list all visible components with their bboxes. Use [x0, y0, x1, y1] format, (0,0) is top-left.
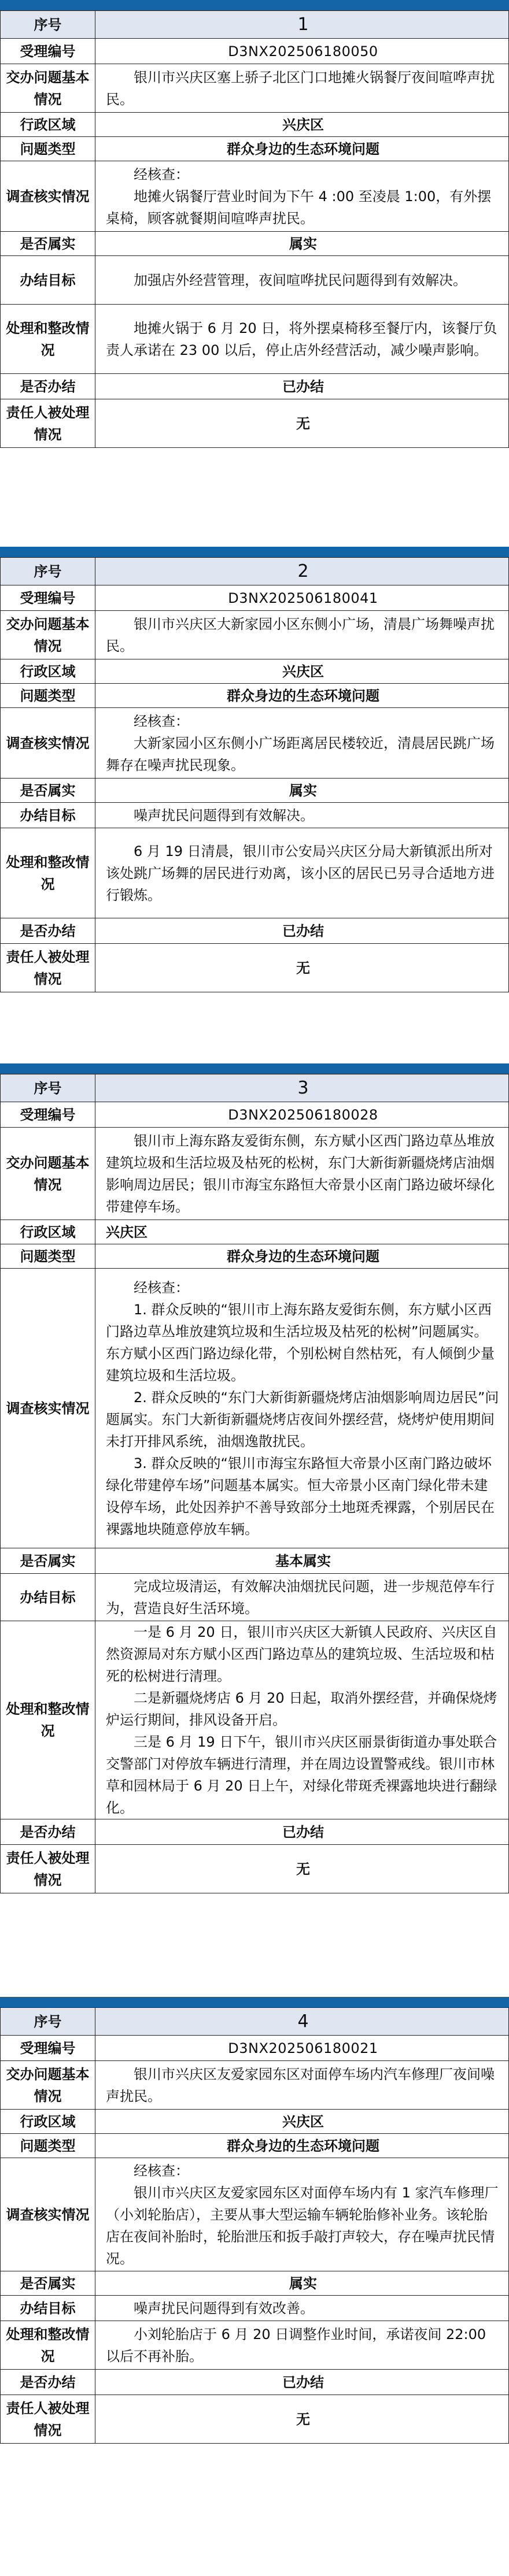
investigation-intro: 经核查： [134, 1279, 189, 1296]
issue-type-value: 群众身边的生态环境问题 [95, 2134, 509, 2158]
investigation-item-3: 3. 群众反映的“银川市海宝东路恒大帝景小区南门路边破坏绿化带建停车场”问题基本属实。恒大帝景小区南门绿化带未建设停车场，此处因养护不善导致部分土地斑秃裸露，个别居民在裸露地块随意停放车辆。 [106, 1455, 495, 1537]
goal-value [95, 256, 509, 305]
accept-no-value: D3NX202506180050 [95, 39, 509, 64]
issue-type-label: 问题类型 [1, 2134, 95, 2158]
is-true-label: 是否属实 [1, 779, 95, 803]
investigation-label: 调查核实情况 [1, 161, 95, 232]
is-true-label: 是否属实 [1, 2271, 95, 2296]
investigation-text: 地摊火锅餐厅营业时间为下午 4 :00 至凌晨 1:00，有外摆桌椅，顾客就餐期间喧哗声扰民。 [106, 188, 492, 227]
investigation-intro: 经核查： [134, 166, 189, 183]
investigation-text: 大新家园小区东侧小广场距离居民楼较近，清晨居民跳广场舞存在噪声扰民现象。 [106, 735, 495, 773]
case-table [0, 10, 509, 448]
seq-label: 序号 [1, 558, 95, 585]
goal-value [95, 803, 509, 828]
issue-info-label: 交办问题基本情况 [1, 1128, 95, 1220]
card-header-bar [0, 1997, 509, 2007]
seq-label: 序号 [1, 2008, 95, 2036]
accept-no-label: 受理编号 [1, 39, 95, 64]
goal-label: 办结目标 [1, 1574, 95, 1621]
goal-label: 办结目标 [1, 803, 95, 828]
issue-type-value: 群众身边的生态环境问题 [95, 684, 509, 708]
issue-info-value [95, 611, 509, 659]
investigation-value [95, 708, 509, 779]
handling-label: 处理和整改情况 [1, 828, 95, 918]
investigation-value [95, 2158, 509, 2271]
goal-text: 完成垃圾清运，有效解决油烟扰民问题，进一步规范停车行为，营造良好生活环境。 [106, 1578, 495, 1617]
accountability-label: 责任人被处理情况 [1, 1845, 95, 1893]
issue-info-text: 银川市兴庆区塞上骄子北区门口地摊火锅餐厅夜间喧哗声扰民。 [106, 69, 495, 108]
investigation-intro: 经核查： [134, 2162, 189, 2179]
issue-info-text: 银川市上海东路友爱街东侧，东方赋小区西门路边草丛堆放建筑垃圾和生活垃圾及枯死的松树，东门大新街新疆烧烤店油烟影响周边居民；银川市海宝东路恒大帝景小区南门路边破坏绿化带建停车场。 [106, 1132, 495, 1215]
investigation-intro: 经核查： [134, 713, 189, 729]
handling-value [95, 2321, 509, 2370]
goal-label: 办结目标 [1, 2296, 95, 2321]
region-label: 行政区域 [1, 1220, 95, 1244]
goal-value [95, 2296, 509, 2321]
is-true-label: 是否属实 [1, 232, 95, 256]
accountability-value: 无 [95, 1845, 509, 1893]
seq-value: 2 [95, 558, 509, 585]
region-label: 行政区域 [1, 2110, 95, 2134]
region-value: 兴庆区 [95, 113, 509, 137]
case-card-3 [0, 1063, 509, 1893]
investigation-label: 调查核实情况 [1, 708, 95, 779]
is-closed-value: 已办结 [95, 1819, 509, 1845]
accept-no-label: 受理编号 [1, 1102, 95, 1128]
goal-label: 办结目标 [1, 256, 95, 305]
seq-value: 1 [95, 11, 509, 39]
handling-text: 6 月 19 日清晨，银川市公安局兴庆区分局大新镇派出所对该处跳广场舞的居民进行劝离，该小区的居民已另寻合适地方进行锻炼。 [106, 843, 495, 903]
accept-no-value: D3NX202506180028 [95, 1102, 509, 1128]
investigation-value [95, 1269, 509, 1548]
accept-no-label: 受理编号 [1, 2036, 95, 2061]
handling-label: 处理和整改情况 [1, 305, 95, 374]
accept-no-value: D3NX202506180041 [95, 585, 509, 611]
issue-type-value: 群众身边的生态环境问题 [95, 137, 509, 161]
is-closed-label: 是否办结 [1, 374, 95, 399]
issue-info-label: 交办问题基本情况 [1, 64, 95, 113]
investigation-label: 调查核实情况 [1, 2158, 95, 2271]
goal-text: 噪声扰民问题得到有效解决。 [134, 807, 314, 824]
is-closed-label: 是否办结 [1, 1819, 95, 1845]
handling-label: 处理和整改情况 [1, 2321, 95, 2370]
seq-label: 序号 [1, 11, 95, 39]
handling-item-1: 一是 6 月 20 日，银川市兴庆区大新镇人民政府、兴庆区自然资源局对东方赋小区西门路边草丛的建筑垃圾、生活垃圾和枯死的松树进行清理。 [106, 1624, 497, 1684]
goal-value [95, 1574, 509, 1621]
issue-info-text: 银川市兴庆区友爱家园东区对面停车场内汽车修理厂夜间噪声扰民。 [106, 2066, 495, 2104]
is-closed-value: 已办结 [95, 918, 509, 944]
seq-value: 3 [95, 1074, 509, 1102]
case-table [0, 1074, 509, 1893]
region-label: 行政区域 [1, 659, 95, 684]
handling-value [95, 828, 509, 918]
accountability-label: 责任人被处理情况 [1, 944, 95, 992]
seq-value: 4 [95, 2008, 509, 2036]
handling-text: 地摊火锅于 6 月 20 日，将外摆桌椅移至餐厅内，该餐厅负责人承诺在 23 00 以后，停止店外经营活动，减少噪声影响。 [106, 320, 497, 358]
accept-no-label: 受理编号 [1, 585, 95, 611]
handling-item-3: 三是 6 月 19 日下午，银川市兴庆区丽景街街道办事处联合交警部门对停放车辆进行清理，并在周边设置警戒线。银川市林草和园林局于 6 月 20 日上午，对绿化带斑秃裸露地块进行翻绿化。 [106, 1734, 497, 1816]
issue-info-label: 交办问题基本情况 [1, 611, 95, 659]
case-table [0, 2007, 509, 2444]
card-header-bar [0, 547, 509, 557]
case-card-2 [0, 547, 509, 992]
issue-info-value [95, 1128, 509, 1220]
issue-type-label: 问题类型 [1, 684, 95, 708]
handling-value [95, 1621, 509, 1819]
handling-text: 小刘轮胎店于 6 月 20 日调整作业时间，承诺夜间 22:00 以后不再补胎。 [106, 2326, 486, 2364]
accountability-label: 责任人被处理情况 [1, 2395, 95, 2444]
seq-label: 序号 [1, 1074, 95, 1102]
is-true-value: 属实 [95, 2271, 509, 2296]
accountability-label: 责任人被处理情况 [1, 399, 95, 448]
is-closed-value: 已办结 [95, 2370, 509, 2395]
card-header-bar [0, 1063, 509, 1074]
issue-info-label: 交办问题基本情况 [1, 2061, 95, 2110]
region-value: 兴庆区 [95, 659, 509, 684]
case-card-4 [0, 1997, 509, 2444]
is-true-value: 基本属实 [95, 1548, 509, 1574]
handling-value [95, 305, 509, 374]
issue-type-label: 问题类型 [1, 137, 95, 161]
region-value: 兴庆区 [95, 1220, 509, 1244]
case-card-1 [0, 0, 509, 448]
issue-info-text: 银川市兴庆区大新家园小区东侧小广场，清晨广场舞噪声扰民。 [106, 616, 495, 654]
is-true-value: 属实 [95, 779, 509, 803]
card-header-bar [0, 0, 509, 10]
is-true-label: 是否属实 [1, 1548, 95, 1574]
investigation-label: 调查核实情况 [1, 1269, 95, 1548]
handling-label: 处理和整改情况 [1, 1621, 95, 1819]
handling-item-2: 二是新疆烧烤店 6 月 20 日起，取消外摆经营，并确保烧烤炉运行期间，排风设备开启。 [106, 1690, 497, 1728]
issue-info-value [95, 64, 509, 113]
investigation-value [95, 161, 509, 232]
investigation-text: 银川市兴庆区友爱家园东区对面停车场内有 1 家汽车修理厂（小刘轮胎店），主要从事大型运输车辆轮胎修补业务。该轮胎店在夜间补胎时，轮胎泄压和扳手敲打声较大，存在噪声扰民情况。 [106, 2184, 499, 2267]
is-closed-value: 已办结 [95, 374, 509, 399]
investigation-item-2: 2. 群众反映的“东门大新街新疆烧烤店油烟影响周边居民”问题属实。东门大新街新疆烧烤店夜间外摆经营，烧烤炉使用期间未打开排风系统，油烟逸散扰民。 [106, 1389, 499, 1450]
is-closed-label: 是否办结 [1, 918, 95, 944]
issue-type-label: 问题类型 [1, 1244, 95, 1269]
accept-no-value: D3NX202506180021 [95, 2036, 509, 2061]
accountability-value: 无 [95, 944, 509, 992]
issue-type-value: 群众身边的生态环境问题 [95, 1244, 509, 1269]
case-table [0, 557, 509, 992]
investigation-item-1: 1. 群众反映的“银川市上海东路友爱街东侧，东方赋小区西门路边草丛堆放建筑垃圾和生活垃圾及枯死的松树”问题属实。东方赋小区西门路边绿化带，个别松树自然枯死，有人倾倒少量建筑垃圾和生活垃圾。 [106, 1301, 495, 1384]
region-value: 兴庆区 [95, 2110, 509, 2134]
accountability-value: 无 [95, 399, 509, 448]
issue-info-value [95, 2061, 509, 2110]
goal-text: 加强店外经营管理，夜间喧哗扰民问题得到有效解决。 [134, 272, 467, 288]
is-closed-label: 是否办结 [1, 2370, 95, 2395]
region-label: 行政区域 [1, 113, 95, 137]
goal-text: 噪声扰民问题得到有效改善。 [134, 2300, 314, 2316]
is-true-value: 属实 [95, 232, 509, 256]
accountability-value: 无 [95, 2395, 509, 2444]
